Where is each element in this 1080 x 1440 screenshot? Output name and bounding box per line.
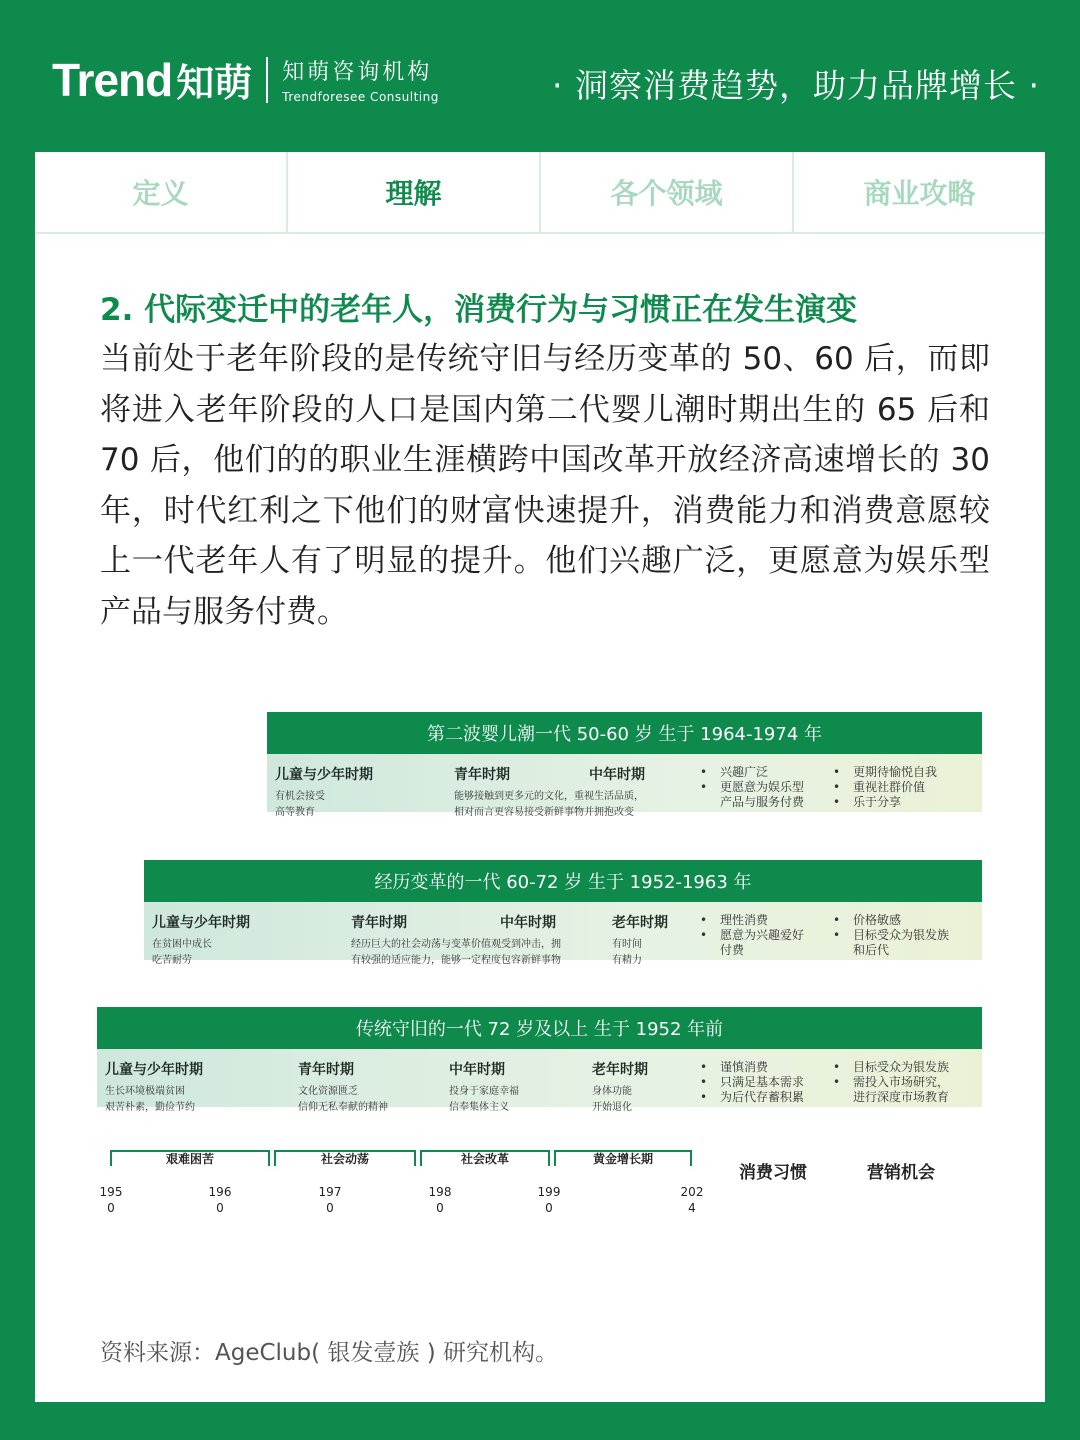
stage-desc-line: 有较强的适应能力，能够一定程度包容新鲜事物 — [351, 955, 561, 966]
tab-understanding[interactable]: 理解 — [288, 152, 541, 232]
opportunity-item: • 目标受众为银发族 — [833, 1060, 949, 1075]
brand-logo[interactable] — [52, 52, 439, 107]
stage-desc — [592, 1084, 648, 1116]
period-turmoil: 社会动荡 — [274, 1150, 416, 1166]
stage-childhood — [275, 764, 373, 821]
stage-middle-age — [500, 912, 556, 932]
habit-item: • 愿意为兴趣爱好 — [700, 928, 804, 943]
opportunities-list — [833, 765, 937, 810]
period-golden-growth: 黄金增长期 — [554, 1150, 692, 1166]
slogan: · 洞察消费趋势，助力品牌增长 · — [552, 66, 1040, 105]
stage-desc-line: 投身于家庭幸福 — [449, 1086, 519, 1097]
opportunity-item: 和后代 — [853, 943, 890, 957]
stage-title: 中年时期 — [500, 915, 556, 931]
habits-list — [700, 765, 804, 810]
opportunity-item: 进行深度市场教育 — [853, 1090, 950, 1104]
habit-item: • 更愿意为娱乐型 — [700, 780, 804, 795]
stage-desc-line: 开始退化 — [592, 1102, 632, 1113]
stage-desc-line: 能够接触到更多元的文化，重视生活品质， — [454, 791, 644, 802]
year-label — [425, 1184, 455, 1216]
org-name-cn: 知萌咨询机构 — [282, 60, 433, 85]
opportunity-item: • 需投入市场研究， — [833, 1075, 949, 1090]
year-label-line: 0 — [545, 1201, 553, 1215]
stage-title: 青年时期 — [454, 767, 510, 783]
generation-block-1 — [267, 712, 982, 818]
year-label — [534, 1184, 564, 1216]
habit-item: • 谨慎消费 — [700, 1060, 804, 1075]
habit-item: • 理性消费 — [700, 913, 804, 928]
stage-desc — [152, 937, 250, 969]
year-label-line: 197 — [318, 1185, 342, 1199]
year-label-line: 199 — [537, 1185, 561, 1199]
generation-title: 传统守旧的一代 72 岁及以上 生于 1952 年前 — [97, 1007, 982, 1049]
generation-block-3 — [97, 1007, 982, 1113]
stage-desc-line: 有机会接受 — [275, 791, 325, 802]
header — [0, 0, 1080, 152]
habit-item: • 兴趣广泛 — [700, 765, 804, 780]
stage-desc — [275, 789, 373, 821]
generation-detail — [97, 1049, 982, 1113]
stage-old-age — [592, 1059, 648, 1116]
year-label-line: 0 — [326, 1201, 334, 1215]
generation-detail — [144, 902, 982, 966]
stage-old-age — [612, 912, 668, 969]
year-label-line: 196 — [208, 1185, 232, 1199]
stage-desc-line: 生长环境极端贫困 — [105, 1086, 185, 1097]
year-label-line: 0 — [216, 1201, 224, 1215]
stage-middle-age — [589, 764, 645, 784]
year-label-line: 195 — [99, 1185, 123, 1199]
stage-desc-line: 高等教育 — [275, 807, 315, 818]
year-label — [677, 1184, 707, 1216]
stage-desc — [351, 937, 561, 969]
logo-divider — [266, 57, 268, 103]
tab-bar — [35, 152, 1045, 234]
generation-title: 第二波婴儿潮一代 50-60 岁 生于 1964-1974 年 — [267, 712, 982, 754]
opportunities-column-label: 营销机会 — [867, 1163, 935, 1183]
stage-middle-age — [449, 1059, 519, 1116]
stage-title: 青年时期 — [298, 1062, 354, 1078]
stage-desc-line: 身体功能 — [592, 1086, 632, 1097]
opportunity-item: • 重视社群价值 — [833, 780, 937, 795]
stage-desc-line: 相对而言更容易接受新鲜事物并拥抱改变 — [454, 807, 634, 818]
opportunities-list — [833, 1060, 949, 1105]
year-label-line: 0 — [436, 1201, 444, 1215]
stage-title: 中年时期 — [589, 767, 645, 783]
year-label-line: 4 — [688, 1201, 696, 1215]
generation-block-2 — [144, 860, 982, 966]
stage-desc-line: 吃苦耐劳 — [152, 955, 192, 966]
opportunity-item: • 目标受众为银发族 — [833, 928, 949, 943]
logo-wordmark: Trend — [52, 53, 173, 106]
generation-detail — [267, 754, 982, 818]
stage-desc-line: 经历巨大的社会动荡与变革价值观受到冲击，拥 — [351, 939, 561, 950]
stage-title: 儿童与少年时期 — [105, 1062, 203, 1078]
content-panel — [35, 152, 1045, 1402]
source-note: 资料来源：AgeClub( 银发壹族 ) 研究机构。 — [100, 1340, 558, 1366]
habit-item: • 为后代存蓄积累 — [700, 1090, 804, 1105]
year-label — [96, 1184, 126, 1216]
opportunities-list — [833, 913, 949, 958]
stage-title: 老年时期 — [592, 1062, 648, 1078]
period-reform: 社会改革 — [420, 1150, 550, 1166]
stage-title: 中年时期 — [449, 1062, 505, 1078]
tab-definition[interactable]: 定义 — [35, 152, 288, 232]
stage-desc-line: 有时间 — [612, 939, 642, 950]
section-headline: 2. 代际变迁中的老年人，消费行为与习惯正在发生演变 — [100, 292, 858, 328]
habit-item: • 只满足基本需求 — [700, 1075, 804, 1090]
logo-cn: 知萌 — [176, 61, 253, 105]
stage-desc — [612, 937, 668, 969]
stage-title: 儿童与少年时期 — [152, 915, 250, 931]
stage-desc-line: 信奉集体主义 — [449, 1102, 509, 1113]
stage-childhood — [105, 1059, 203, 1116]
period-hardship: 艰难困苦 — [110, 1150, 270, 1166]
stage-desc-line: 在贫困中成长 — [152, 939, 212, 950]
stage-youth — [298, 1059, 388, 1116]
year-label-line: 0 — [107, 1201, 115, 1215]
stage-desc — [449, 1084, 519, 1116]
opportunity-item: • 更期待愉悦自我 — [833, 765, 937, 780]
tab-fields[interactable]: 各个领域 — [541, 152, 794, 232]
tab-business-strategy[interactable]: 商业攻略 — [863, 177, 976, 210]
stage-desc — [298, 1084, 388, 1116]
generation-title: 经历变革的一代 60-72 岁 生于 1952-1963 年 — [144, 860, 982, 902]
stage-desc — [454, 789, 644, 821]
stage-title: 儿童与少年时期 — [275, 767, 373, 783]
habit-item: 产品与服务付费 — [720, 795, 805, 809]
habits-list — [700, 913, 804, 958]
org-name — [282, 55, 439, 104]
stage-desc-line: 有精力 — [612, 955, 642, 966]
stage-desc-line: 信仰无私奉献的精神 — [298, 1102, 388, 1113]
opportunity-item: • 价格敏感 — [833, 913, 949, 928]
habits-list — [700, 1060, 804, 1105]
opportunity-item: • 乐于分享 — [833, 795, 937, 810]
body-paragraph: 当前处于老年阶段的是传统守旧与经历变革的 50、60 后，而即将进入老年阶段的人口是国内第二代婴儿潮时期出生的 65 后和 70 后，他们的的职业生涯横跨中国改革开放经济高速增长的 30 年，时代红利之下他们的财富快速提升，消费能力和消费意愿较上一代老年人有了明显的提升。他们兴趣广泛，更愿意为娱乐型产品与服务付费。 — [100, 341, 990, 630]
stage-desc-line: 艰苦朴素，勤俭节约 — [105, 1102, 195, 1113]
stage-title: 老年时期 — [612, 915, 668, 931]
year-label-line: 198 — [428, 1185, 452, 1199]
org-name-en: Trendforesee Consulting — [282, 90, 439, 104]
stage-desc — [105, 1084, 203, 1116]
stage-desc-line: 文化资源匮乏 — [298, 1086, 358, 1097]
year-label — [205, 1184, 235, 1216]
year-label — [315, 1184, 345, 1216]
habits-column-label: 消费习惯 — [739, 1163, 807, 1183]
habit-item: 付费 — [720, 943, 745, 957]
stage-title: 青年时期 — [351, 915, 407, 931]
year-label-line: 202 — [680, 1185, 704, 1199]
stage-childhood — [152, 912, 250, 969]
